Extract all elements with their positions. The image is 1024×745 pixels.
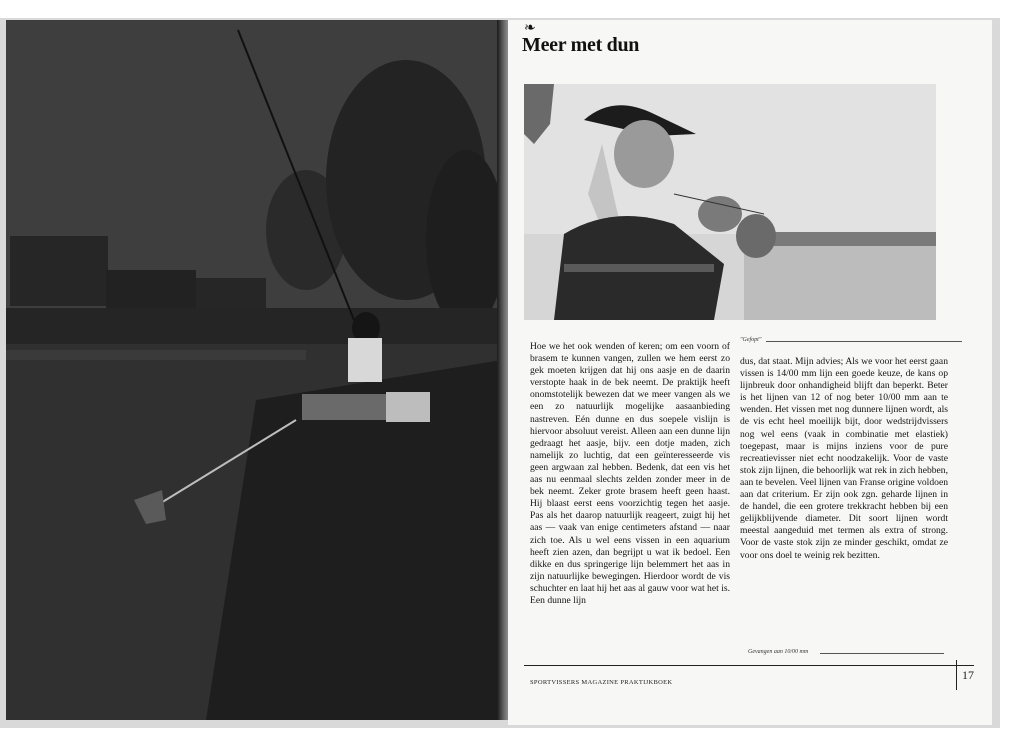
angler-at-waterside-photo: [6, 20, 502, 720]
magazine-footer: SPORTVISSERS MAGAZINE PRAKTIJKBOEK: [530, 679, 673, 686]
article-title: Meer met dun: [522, 34, 640, 56]
footer-rule: [524, 665, 974, 666]
angler-with-cap-photo: [524, 84, 936, 320]
right-page: [508, 20, 992, 725]
lower-caption-rule: [820, 653, 944, 654]
ornament-icon: ❧: [524, 21, 536, 36]
page-number: 17: [962, 668, 974, 682]
lower-caption-label: Gevangen aan 10/00 mm: [748, 649, 809, 655]
left-page-photo: [6, 20, 502, 720]
photo-caption-label: "Gefopt": [740, 337, 762, 343]
article-column-1: Hoe we het ook wenden of keren; om een voorn of brasem te kunnen vangen, zullen we hem eerst zo gek moeten krijgen dat hij ons aasje en de daarin verstopte haak in de bek neemt. De praktijk heeft onomstotelijk bewezen dat we meer vangen als we een zo natuurlijk mogelijke aasaanbieding nastreven. Eén dunne en dus soepele vislijn is hiervoor absoluut vereist. Alleen aan een dunne lijn gedraagt het aasje, bijv. een dotje maden, zich namelijk zo luchtig, dat een geïnteresseerde vis geen argwaan zal hebben. Bedenk, dat een vis het aas nu eenmaal slechts zelden zonder meer in de bek neemt. Zeker grote brasem heeft geen haast. Hij blaast eerst eens voorzichtig tegen het aasje. Pas als het daarop natuurlijk reageert, zuigt hij het aas — vaak van enige centimeters afstand — naar zich toe. Als u wel eens vissen in een aquarium heeft zien azen, dan begrijpt u wat ik bedoel. Een dikke en dus springerige lijn belemmert het aas in zijn natuurlijke bewegingen. Hierdoor wordt de vis schuchter en laat hij het aas al gauw voor wat het is. Een dunne lijn: [530, 341, 730, 606]
caption-rule: [766, 341, 962, 342]
article-column-2: dus, dat staat. Mijn advies; Als we voor het eerst gaan vissen is 14/00 mm lijn een goede keuze, de kans op lijnbreuk door onhandigheid blijft dan beperkt. Beter is het lijnen van 12 of nog beter 10/00 mm aan te wenden. Het vissen met nog dunnere lijnen wordt, als de vis echt heel moeilijk bijt, door wedstrijdvissers nog wel eens (vaak in combinatie met elastiek) toegepast, maar is mijns inziens voor de pure recreatievisser niet echt noodzakelijk. Voor de vaste stok zijn lijnen, die behoorlijk wat rek in zich hebben, aan te bevelen. Veel lijnen van Franse origine voldoen aan dat criterium. Er zijn ook zgn. geharde lijnen in de handel, die een grotere trekkracht hebben bij een gelijkblijvende diameter. Dit soort lijnen wordt meestal aangeduid met termen als extra of strong. Voor de vaste stok zijn ze minder geschikt, omdat ze voor ons doel te weinig rek bezitten.: [740, 356, 948, 561]
